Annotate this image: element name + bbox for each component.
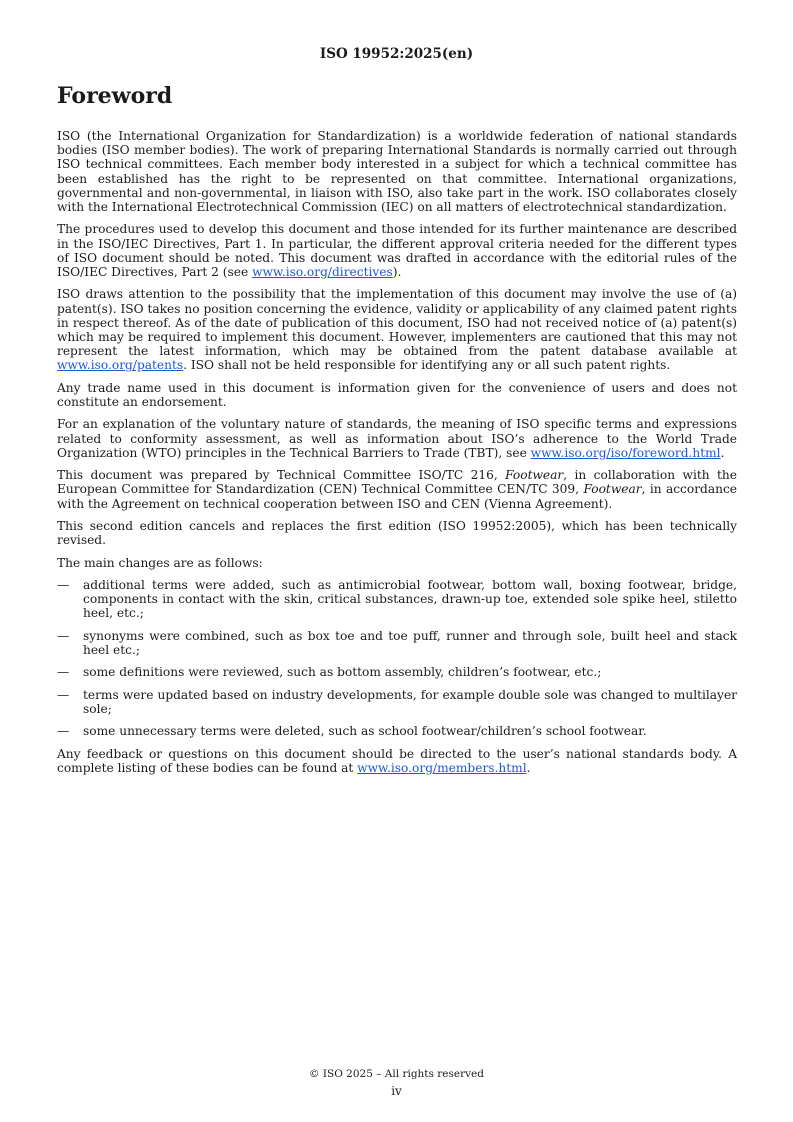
paragraph-procedures: The procedures used to develop this document and those intended for its further maintenance are described in the ISO/IEC Directives, Part 1. In particular, the different approval criteria needed for the different types of ISO document should be noted. This document was drafted in accordance with the editorial rules of the ISO/IEC Directives, Part 2 (see www.iso.org/directives). — [57, 222, 737, 280]
foreword-body — [57, 129, 737, 783]
paragraph-main-changes-intro: The main changes are as follows: — [57, 555, 263, 570]
paragraph-voluntary-nature: For an explanation of the voluntary nature of standards, the meaning of ISO specific terms and expressions related to conformity assessment, as well as information about ISO’s adherence to the World Trade Organization (WTO) principles in the Technical Barriers to Trade (TBT), see www.iso.org/iso/foreword.html. — [57, 417, 737, 460]
list-item: — synonyms were combined, such as box toe and toe puff, runner and through sole, built heel and stack heel etc.; — [57, 628, 737, 657]
page-footer — [0, 1066, 793, 1100]
link-patents[interactable]: www.iso.org/patents — [57, 358, 184, 373]
list-item: — some unnecessary terms were deleted, such as school footwear/children’s school footwear. — [57, 724, 647, 739]
paragraph-edition: This second edition cancels and replaces the first edition (ISO 19952:2005), which has been technically revised. — [57, 519, 737, 548]
paragraph-patents: ISO draws attention to the possibility that the implementation of this document may involve the use of (a) patent(s). ISO takes no position concerning the evidence, validity or applicability of any claimed patent rights in respect thereof. As of the date of publication of this document, ISO had not received notice of (a) patent(s) which may be required to implement this document. However, implementers are cautioned that this may not represent the latest information, which may be obtained from the patent database available at www.iso.org/patents. ISO shall not be held responsible for identifying any or all such patent rights. — [57, 287, 737, 373]
link-foreword[interactable]: www.iso.org/iso/foreword.html — [530, 445, 721, 460]
document-id-header: ISO 19952:2025(en) — [319, 46, 474, 62]
paragraph-feedback: Any feedback or questions on this document should be directed to the user’s national standards body. A complete listing of these bodies can be found at www.iso.org/members.html. — [57, 746, 737, 775]
paragraph-iso-intro: ISO (the International Organization for Standardization) is a worldwide federation of national standards bodies (ISO member bodies). The work of preparing International Standards is normally carried out through ISO technical committees. Each member body interested in a subject for which a technical committee has been established has the right to be represented on that committee. International organizations, governmental and non-governmental, in liaison with ISO, also take part in the work. ISO collaborates closely with the International Electrotechnical Commission (IEC) on all matters of electrotechnical standardization. — [57, 129, 737, 215]
copyright-notice: © ISO 2025 – All rights reserved — [309, 1068, 484, 1080]
page-number: iv — [391, 1084, 402, 1098]
list-item: — terms were updated based on industry developments, for example double sole was changed to multilayer sole; — [57, 687, 737, 716]
link-directives[interactable]: www.iso.org/directives — [252, 265, 393, 280]
main-changes-list — [57, 578, 737, 739]
link-members[interactable]: www.iso.org/members.html — [357, 760, 527, 775]
paragraph-trade-name: Any trade name used in this document is information given for the convenience of users and does not constitute an endorsement. — [57, 380, 737, 410]
paragraph-prepared-by: This document was prepared by Technical Committee ISO/TC 216, Footwear, in collaboration with the European Committee for Standardization (CEN) Technical Committee CEN/TC 309, Footwear, in accordance with the Agreement on technical cooperation between ISO and CEN (Vienna Agreement). — [57, 468, 738, 511]
section-title: Foreword — [57, 83, 173, 109]
list-item: — additional terms were added, such as antimicrobial footwear, bottom wall, boxing footwear, bridge, components in contact with the skin, critical substances, drawn-up toe, extended sole spike heel, stiletto heel, etc.; — [57, 577, 737, 621]
list-item: — some definitions were reviewed, such as bottom assembly, children’s footwear, etc.; — [57, 665, 602, 680]
